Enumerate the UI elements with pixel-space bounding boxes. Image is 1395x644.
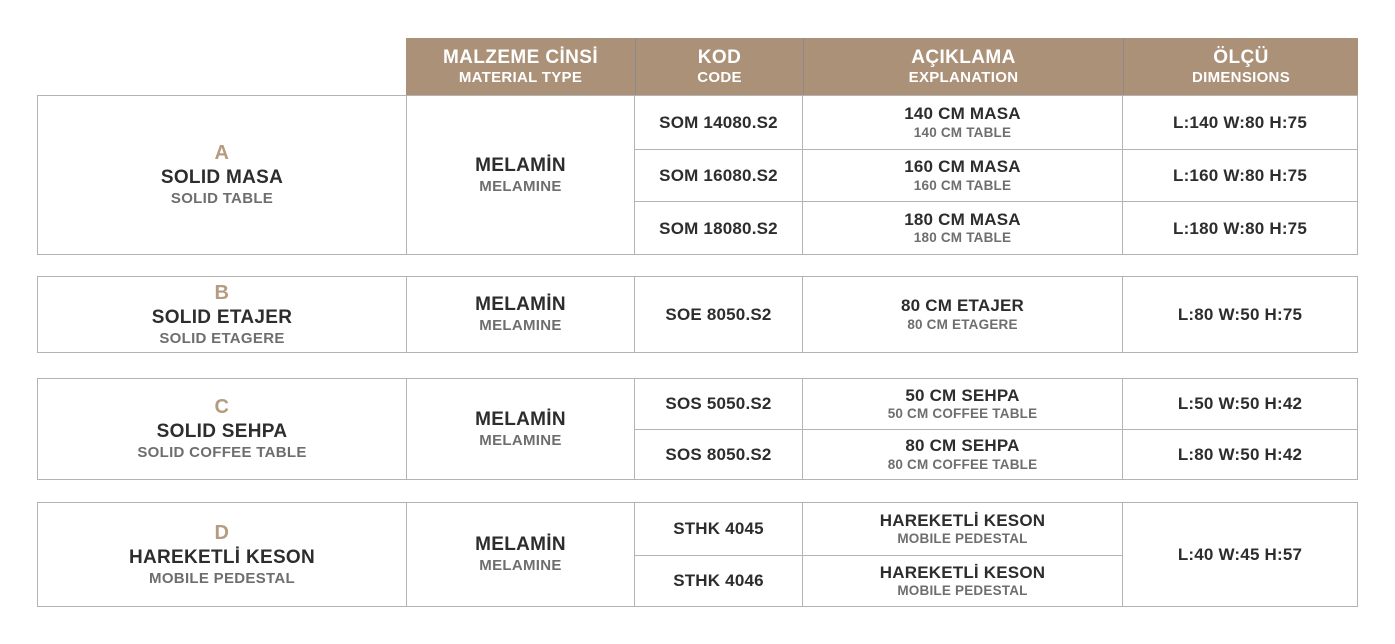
description-cell <box>802 201 1122 254</box>
dimensions: L:140 W:80 H:75 <box>1172 112 1307 132</box>
description-cell <box>802 149 1122 202</box>
material-cell <box>406 379 634 479</box>
description-en: MOBILE PEDESTAL <box>897 582 1028 598</box>
group-name-en: MOBILE PEDESTAL <box>149 569 295 587</box>
group-name: SOLID MASA <box>160 167 284 189</box>
material-name: MELAMİN <box>475 408 566 430</box>
description: 80 CM SEHPA <box>905 436 1020 456</box>
description: HAREKETLİ KESON <box>879 562 1046 582</box>
product-code: STHK 4046 <box>673 571 764 591</box>
description-en: MOBILE PEDESTAL <box>897 530 1028 546</box>
dimensions-cell <box>1122 201 1357 254</box>
dimensions-cell <box>1122 429 1357 479</box>
dimensions-cell-merged <box>1122 503 1357 606</box>
material-name-en: MELAMINE <box>479 557 562 574</box>
section-solid-masa <box>37 95 1358 255</box>
section-hareketli-keson <box>37 502 1358 607</box>
material-name-en: MELAMINE <box>479 317 562 334</box>
product-code: STHK 4045 <box>673 519 764 539</box>
description: HAREKETLİ KESON <box>879 510 1046 530</box>
header-subtitle: MATERIAL TYPE <box>458 68 583 86</box>
product-code: SOM 16080.S2 <box>659 165 778 185</box>
group-letter: D <box>214 521 230 544</box>
dimensions-cell <box>1122 96 1357 149</box>
group-name-en: SOLID TABLE <box>170 190 274 207</box>
product-code: SOM 18080.S2 <box>659 218 778 238</box>
product-group-label <box>38 379 406 479</box>
code-cell <box>634 379 802 429</box>
description-cell <box>802 555 1122 607</box>
description-cell <box>802 503 1122 555</box>
description: 160 CM MASA <box>904 157 1021 177</box>
code-cell <box>634 555 802 607</box>
product-group-label <box>38 503 406 606</box>
material-cell <box>406 96 634 254</box>
material-name-en: MELAMINE <box>479 177 562 195</box>
description-en: 140 CM TABLE <box>913 124 1012 140</box>
code-cell <box>634 149 802 202</box>
dimensions-cell <box>1122 149 1357 202</box>
group-name-en: SOLID COFFEE TABLE <box>137 444 307 461</box>
table-header-row <box>406 38 1358 95</box>
description-en: 80 CM COFFEE TABLE <box>887 456 1038 472</box>
group-name-en: SOLID ETAGERE <box>159 329 285 347</box>
dimensions: L:40 W:45 H:57 <box>1177 544 1303 564</box>
material-name-en: MELAMINE <box>479 431 562 449</box>
section-solid-etajer <box>37 276 1358 353</box>
header-subtitle: CODE <box>697 68 742 86</box>
description-en: 180 CM TABLE <box>913 230 1012 246</box>
material-cell <box>406 277 634 352</box>
group-letter: B <box>214 281 230 304</box>
dimensions: L:80 W:50 H:42 <box>1177 444 1303 464</box>
header-cell-explanation <box>803 38 1123 95</box>
header-title: MALZEME CİNSİ <box>442 46 599 68</box>
dimensions: L:80 W:50 H:75 <box>1177 304 1303 324</box>
header-subtitle: DIMENSIONS <box>1191 68 1290 86</box>
header-subtitle: EXPLANATION <box>908 68 1019 86</box>
description-cell <box>802 277 1122 352</box>
product-group-label <box>38 96 406 254</box>
group-name: HAREKETLİ KESON <box>128 546 316 568</box>
group-letter: A <box>214 142 230 165</box>
material-name: MELAMİN <box>475 534 566 556</box>
description-cell <box>802 96 1122 149</box>
description-cell <box>802 429 1122 479</box>
material-name: MELAMİN <box>475 294 566 316</box>
dimensions-cell <box>1122 277 1357 352</box>
dimensions: L:50 W:50 H:42 <box>1177 394 1303 414</box>
header-cell-code <box>635 38 803 95</box>
product-group-label <box>38 277 406 352</box>
header-cell-material-type <box>406 38 635 95</box>
group-name: SOLID SEHPA <box>156 421 288 443</box>
code-cell <box>634 201 802 254</box>
description: 80 CM ETAJER <box>900 296 1024 316</box>
dimensions: L:160 W:80 H:75 <box>1172 165 1307 185</box>
group-name: SOLID ETAJER <box>151 306 293 328</box>
description-en: 160 CM TABLE <box>913 177 1012 193</box>
description: 180 CM MASA <box>904 210 1021 230</box>
dimensions: L:180 W:80 H:75 <box>1172 218 1307 238</box>
product-code: SOE 8050.S2 <box>665 304 772 324</box>
description: 140 CM MASA <box>904 104 1021 124</box>
code-cell <box>634 96 802 149</box>
section-solid-sehpa <box>37 378 1358 480</box>
description: 50 CM SEHPA <box>905 385 1020 405</box>
material-name: MELAMİN <box>475 154 566 176</box>
product-code: SOS 8050.S2 <box>665 444 772 464</box>
header-title: KOD <box>697 46 742 68</box>
header-title: AÇIKLAMA <box>911 46 1016 68</box>
product-code: SOS 5050.S2 <box>665 394 772 414</box>
code-cell <box>634 277 802 352</box>
dimensions-cell <box>1122 379 1357 429</box>
description-cell <box>802 379 1122 429</box>
code-cell <box>634 503 802 555</box>
header-title: ÖLÇÜ <box>1213 46 1269 68</box>
group-letter: C <box>214 396 230 419</box>
description-en: 50 CM COFFEE TABLE <box>887 406 1038 422</box>
product-code: SOM 14080.S2 <box>659 112 778 132</box>
code-cell <box>634 429 802 479</box>
description-en: 80 CM ETAGERE <box>907 316 1018 332</box>
material-cell <box>406 503 634 606</box>
header-cell-dimensions <box>1123 38 1358 95</box>
